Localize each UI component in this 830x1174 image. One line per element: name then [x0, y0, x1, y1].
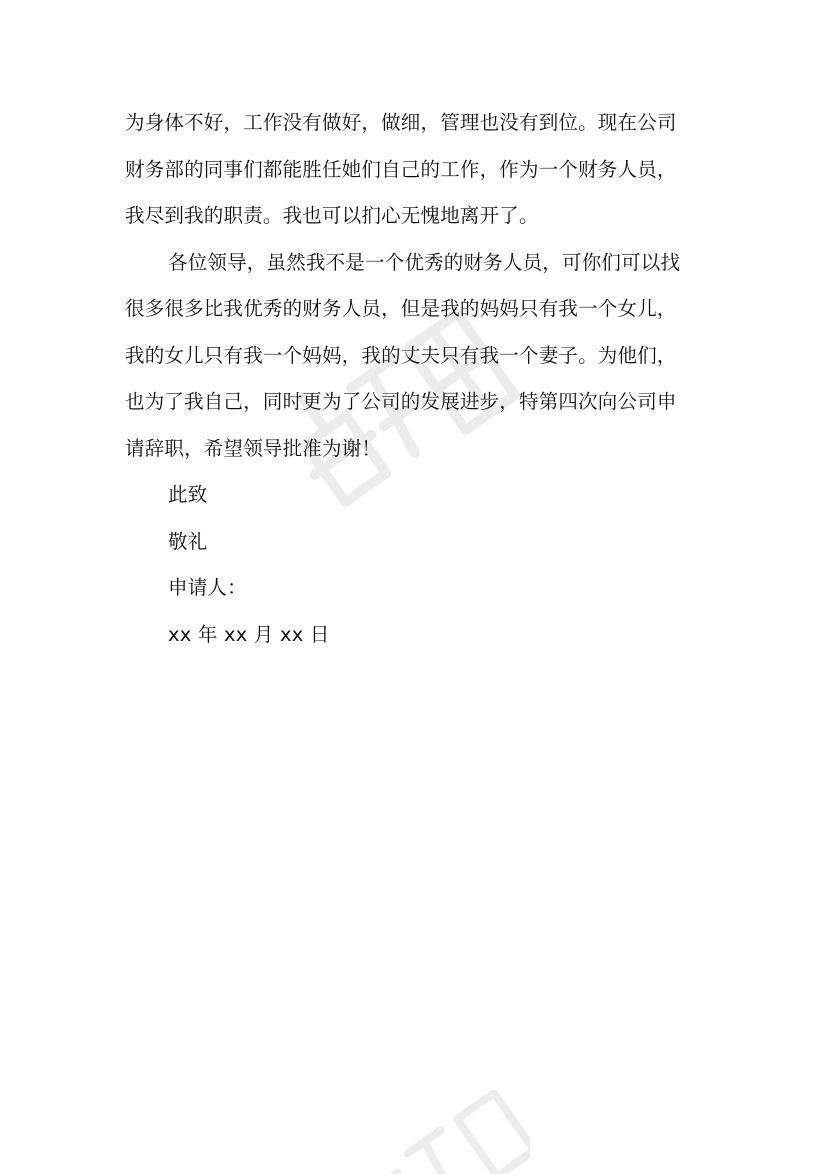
text-line: 财务部的同事们都能胜任她们自己的工作，作为一个财务人员， [125, 157, 677, 181]
applicant-label: 申请人： [168, 576, 247, 599]
letter-body [125, 100, 707, 658]
text-line: 我的女儿只有我一个妈妈，我的丈夫只有我一个妻子。为他们， [125, 343, 677, 367]
watermark-logo-bottom [330, 1090, 530, 1174]
text-line: 请辞职，希望领导批准为谢！ [125, 436, 382, 460]
closing-regards: 敬礼 [168, 529, 208, 553]
text-line: 我尽到我的职责。我也可以扪心无愧地离开了。 [125, 204, 539, 227]
text-line: 很多很多比我优秀的财务人员，但是我的妈妈只有我一个女儿， [125, 297, 677, 320]
text-line: 也为了我自己，同时更为了公司的发展进步，特第四次向公司申 [125, 390, 677, 413]
text-line: 各位领导，虽然我不是一个优秀的财务人员，可你们可以找 [168, 250, 681, 274]
text-line: 为身体不好，工作没有做好，做细，管理也没有到位。现在公司 [125, 111, 677, 134]
closing-salutation: 此致 [168, 483, 208, 506]
date-line: xx 年 xx 月 xx 日 [168, 622, 330, 646]
